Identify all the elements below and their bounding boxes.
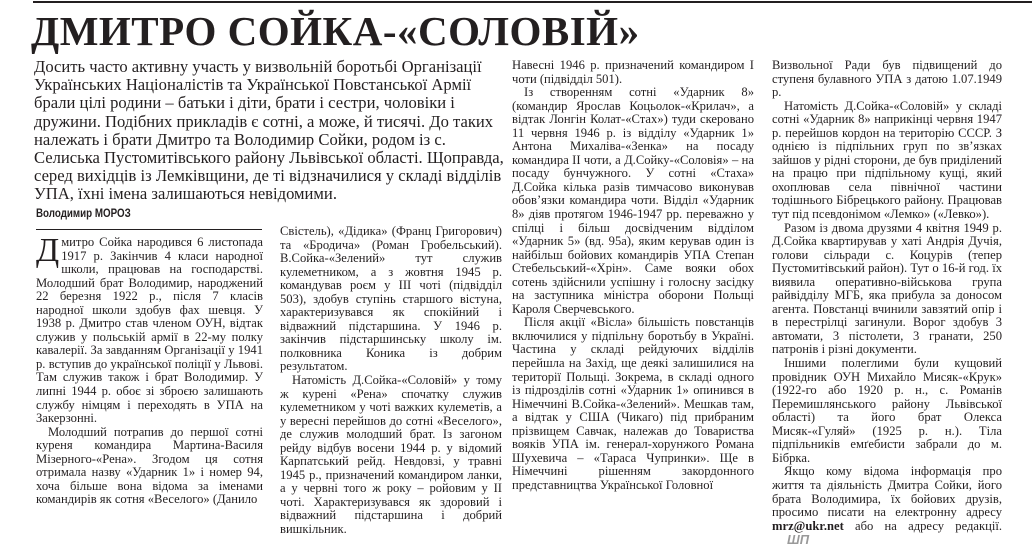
article-column-1 [36,232,263,507]
article-paragraph [772,465,1002,547]
lead-text: Досить часто активну участь у визвольній боротьбі Організації Українських Націоналістів та Української Повстанської Армії брали цілі родини – батьки і діти, брати і сестри, чоловіки і дружини. Подібних прикладів є сотні, а може, й тисячі. До таких належать і брати Дмитро та Володимир Сойки, родом із с. Селиська Пустомитівського району Львівської області. Щоправда, серед вихідців із Лемківщини, де ті відзначилися у складі відділів УПА, їхні імена залишаються невідомими. [34,57,504,204]
article-paragraph: Молодший потрапив до першої сотні куреня командира Мартина-Василя Мізерного-«Рена». Згодом ця сотня отримала назву «Ударник 1» і номер 94, хоча більше вона відома за іменами командирів як сотня «Веселого» (Данило [36,424,263,507]
article-column-2 [280,225,502,537]
top-rule [33,1,1032,3]
article-column-3 [512,59,754,493]
end-mark-logo: ШП [787,532,810,548]
paragraph-text: або на адресу редакції. [843,518,1002,533]
article-paragraph: Свістель), «Дідика» (Франц Григорович) та «Бродича» (Роман Гробельський). В.Сойка-«Зелений» тут служив кулеметником, а з жовтня 1945 р. командував роєм у ІІІ чоті (підвідділ 503), здобув ступінь старшого вістуна, характеризувався як спокійний і відважний підстаршина. У 1946 р. закінчив підстаршинську школу ім. полковника Коника із добрим результатом. [280,224,502,374]
article-paragraph: Натомість Д.Сойка-«Соловій» у складі сотні «Ударник 8» наприкінці червня 1947 р. перейшов кордон на територію СССР. З однією із підпільних груп по зв’язках зайшов у рідні сторони, де був приділений на працю при підпільному кущі, який охоплював села північної частини тодішнього Бібрецького району. Працював тут під псевдонімом «Лемко» («Левко»). [772,98,1002,222]
article-paragraph: Із створенням сотні «Ударник 8» (командир Ярослав Коцьолок-«Крилач», а відтак Лонгін Колат-«Стах») туди скеровано 11 червня 1946 р. із відділу «Ударник 1» Антона Михаліва-«Зенка» на посаду командира ІІ чоти, а Д.Сойку-«Соловія» – на посаду бунчужного. У сотні «Стаха» Д.Сойка кілька разів тимчасово виконував обов’язки командира чоти. Відділ «Ударник 8» діяв протягом 1946-1947 рр. переважно у спілці і більш досвідченим відділом «Ударник 5» (вд. 95а), яким керував один із найбільш бойових командирів УПА Степан Стебельський-«Хрін». Саме вояки обох сотень здійснили успішну і голосну засідку на заступника міністра оборони Польщі Кароля Сверчевського. [512,85,754,316]
article-paragraph: Іншими полеглими були кущовий провідник ОУН Михайло Мисяк-«Крук» (1922-го або 1920 р. н., с. Романів Перемишлянського району Львівської області) та його брат Олекса Мисяк-«Гуляй» (1925 р. н.). Тіла підпільників емґебисти забрали до м. Бібрка. [772,356,1002,465]
article-paragraph: Визвольної Ради був підвищений до ступеня булавного УПА з датою 1.07.1949 р. [772,58,1002,100]
headline: ДМИТРО СОЙКА-«СОЛОВІЙ» [31,8,640,54]
article-paragraph [36,232,263,426]
contact-email: mrz@ukr.net [772,518,844,533]
article-paragraph: Навесні 1946 р. призначений командиром І чоти (підвідділ 501). [512,58,754,86]
author-byline: Володимир МОРОЗ [36,208,131,220]
article-column-4 [772,59,1002,548]
byline-rule [36,229,262,230]
lead-paragraph [34,58,504,204]
drop-cap: Д [36,232,60,269]
article-paragraph: Натомість Д.Сойка-«Соловій» у тому ж курені «Рена» спочатку служив кулеметником у чоті важких кулеметів, а у вересні перейшов до сотні «Веселого», де служив молодший брат. Із загоном рейду відбув восени 1944 р. у відомий Карпатський рейд. Невдовзі, у травні 1945 р., призначений командиром ланки, а у червні того ж року – ройовим у ІІ чоті. Характеризувався як здоровий і відважний підстаршина і добрий вишкільник. [280,373,502,537]
article-paragraph: Разом із двома друзями 4 квітня 1949 р. Д.Сойка квартирував у хаті Андрія Дучія, голови сільради с. Коцурів (тепер Пустомитівський район). Тут о 16-й год. їх виявила оперативно-військова група райвідділу МГБ, яка прибула за доносом агента. Повстанці вчинили завзятий опір і в перестрілці загинули. Ворог здобув 3 автомати, 3 пістолети, 3 гранати, 250 патронів і різні документи. [772,220,1002,357]
paragraph-text: митро Сойка народився 6 листопада 1917 р. Закінчив 4 класи народної школи, працював на господарстві. Молодший брат Володимир, народжений 22 березня 1922 р., після 7 класів народної школи здобув фах шевця. У 1938 р. Дмитро став членом ОУН, відтак служив у польській армії в 22-му полку кавалерії. За завданням Організації у 1941 р. вступив до української поліції у Львові. Там служив також і брат Володимир. У липні 1944 р. обоє зі зброєю залишають службу німцям і переходять в УПА на Закерзонні. [36,235,263,426]
paragraph-text: Якщо кому відома інформація про життя та діяльність Дмитра Сойки, його брата Володимира, їх бойових друзів, просимо писати на електронну адресу [772,464,1002,520]
article-paragraph: Після акції «Вісла» більшість повстанців включилися у підпільну боротьбу в Україні. Частина у складі рейдуючих відділів перейшла на Захід, ще деякі залишилися на території Польщі. Зокрема, в складі одного із підрозділів сотні «Ударник 1» опинився в Німеччині В.Сойка-«Зелений». Мешкав там, а відтак у США (Чикаго) під прибраним прізвищем Савчак, належав до Товариства вояків УПА ім. генерал-хорунжого Романа Шухевича – «Тараса Чупринки». Ще в Німеччині рішенням закордонного представництва Української Головної [512,315,754,492]
